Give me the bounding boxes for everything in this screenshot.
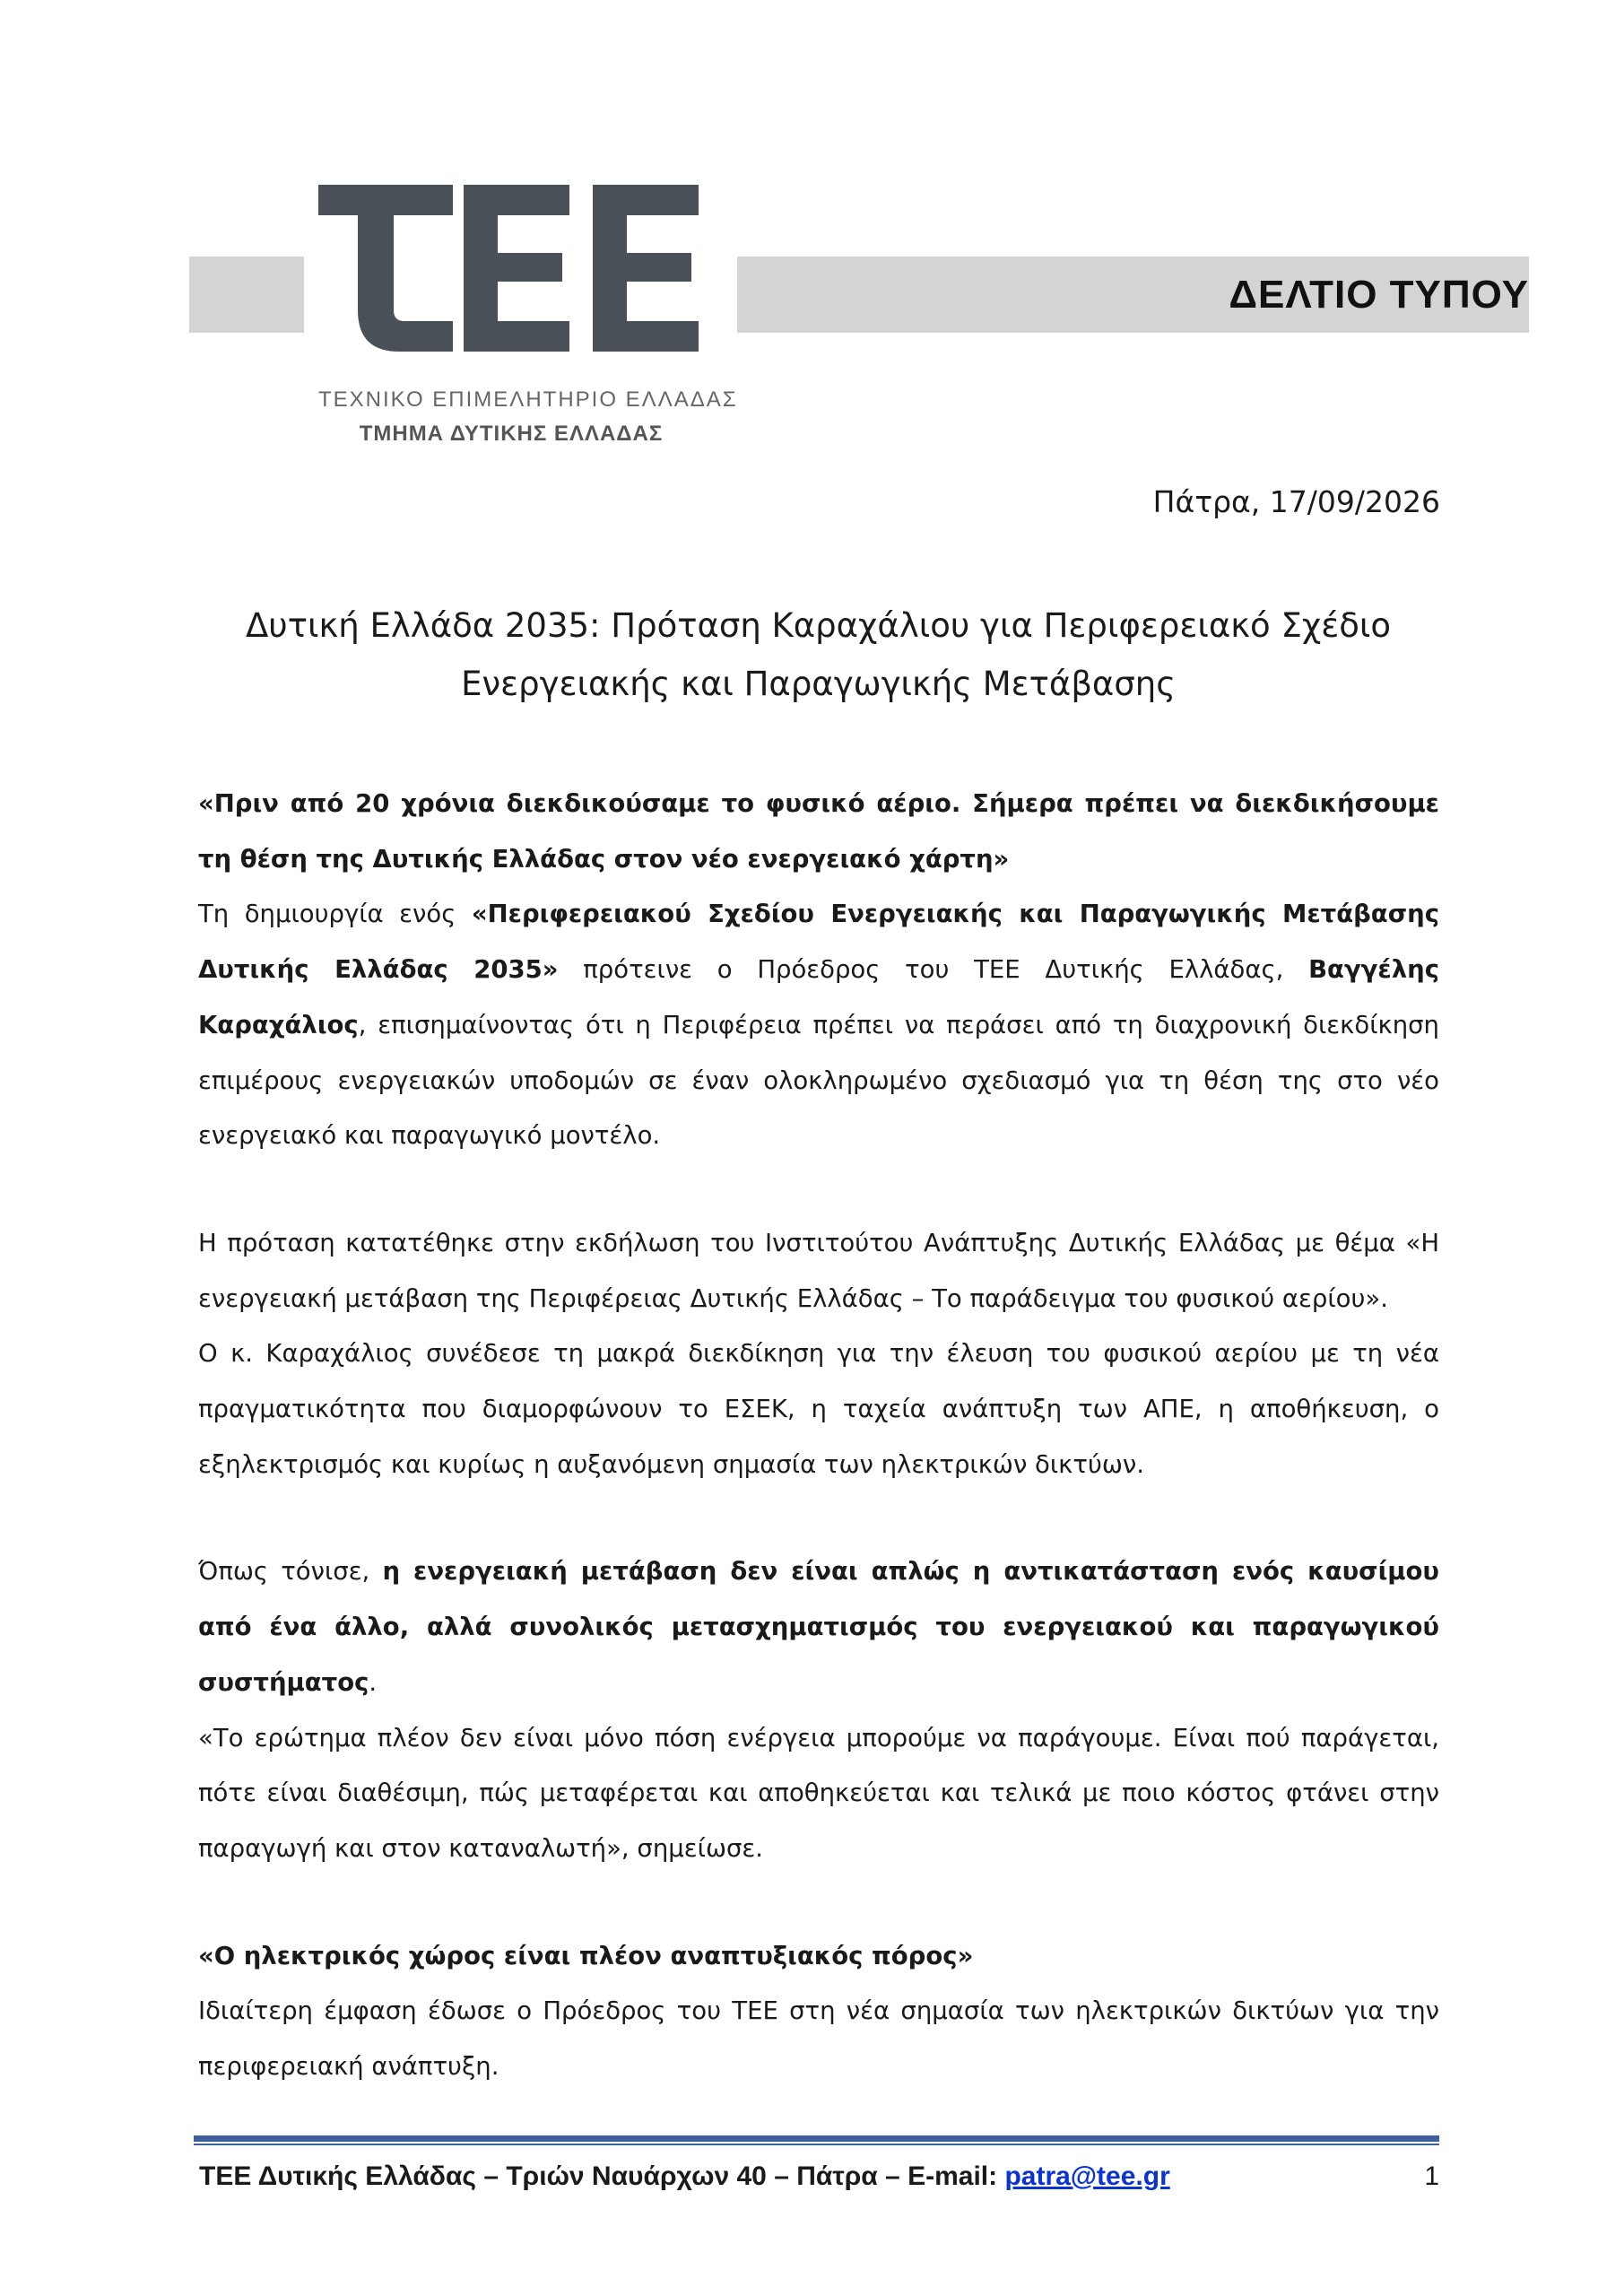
paragraph-gap (198, 1164, 1439, 1216)
p1-text-c: πρότεινε ο Πρόεδρος του ΤΕΕ Δυτικής Ελλάδας, (558, 955, 1309, 985)
paragraph-gap (198, 1492, 1439, 1544)
p1-plan-title: «Περιφερειακού Σχεδίου Ενεργειακής και Παραγωγικής Μετάβασης Δυτικής Ελλάδας 2035» (198, 900, 1439, 985)
tee-logo (318, 185, 704, 352)
press-release-title: ΔΕΛΤΙΟ ΤΥΠΟΥ (1229, 273, 1529, 317)
paragraph-3: Ο κ. Καραχάλιος συνέδεσε τη μακρά διεκδίκηση για την έλευση του φυσικού αερίου με τη νέα πραγματικότητα που διαμορφώνουν το ΕΣΕΚ, η ταχεία ανάπτυξη των ΑΠΕ, η αποθήκευση, ο εξηλεκτρισμός και κυρίως η αυξανόμενη σημασία των ηλεκτρικών δικτύων. (198, 1339, 1439, 1479)
footer-rule-thin (194, 2144, 1439, 2145)
article-body (198, 777, 1439, 2095)
footer-email-link[interactable]: patra@tee.gr (1004, 2161, 1170, 2191)
footer-address: ΤΕΕ Δυτικής Ελλάδας – Τριών Ναυάρχων 40 – Πάτρα – E-mail: (199, 2161, 1005, 2191)
logo-subtitle-department: ΤΜΗΜΑ ΔΥΤΙΚΗΣ ΕΛΛΑΔΑΣ (359, 422, 664, 446)
headline-line-1: Δυτική Ελλάδα 2035: Πρόταση Καραχάλιου για Περιφερειακό Σχέδιο (245, 606, 1391, 645)
paragraph-4 (198, 1544, 1439, 1710)
p1-president-name: Βαγγέλης Καραχάλιος (198, 955, 1439, 1039)
header-band-left (189, 257, 304, 333)
lead-quote-text: «Πριν από 20 χρόνια διεκδικούσαμε το φυσικό αέριο. Σήμερα πρέπει να διεκδικήσουμε τη θέση της Δυτικής Ελλάδας στον νέο ενεργειακό χάρτη» (198, 789, 1439, 874)
paragraph-6: Ιδιαίτερη έμφαση έδωσε ο Πρόεδρος του ΤΕΕ στη νέα σημασία των ηλεκτρικών δικτύων για την περιφερειακή ανάπτυξη. (198, 1996, 1439, 2082)
document-date: Πάτρα, 17/09/2026 (1152, 484, 1440, 519)
paragraph-5: «Το ερώτημα πλέον δεν είναι μόνο πόση ενέργεια μπορούμε να παράγουμε. Είναι πού παράγεται, πότε είναι διαθέσιμη, πώς μεταφέρεται και αποθηκεύεται και τελικά με ποιο κόστος φτάνει στην παραγωγή και στον καταναλωτή», σημείωσε. (198, 1723, 1439, 1863)
paragraph-1 (198, 887, 1439, 1164)
footer-contact (199, 2161, 1170, 2192)
paragraph-gap (198, 1877, 1439, 1929)
footer-rule (194, 2135, 1439, 2142)
p1-text-a: Τη δημιουργία ενός (198, 900, 472, 929)
headline-line-2: Ενεργειακής και Παραγωγικής Μετάβασης (461, 665, 1176, 703)
p4-text-a: Όπως τόνισε, (198, 1557, 383, 1587)
p4-emphasis: η ενεργειακή μετάβαση δεν είναι απλώς η αντικατάσταση ενός καυσίμου από ένα άλλο, αλλά συνολικός μετασχηματισμός του ενεργειακού και παραγωγικού συστήματος (198, 1557, 1440, 1697)
logo-subtitle-chamber: ΤΕΧΝΙΚΟ ΕΠΙΜΕΛΗΤΗΡΙΟ ΕΛΛΑΔΑΣ (318, 387, 738, 412)
headline (197, 596, 1439, 713)
subheading-text: «Ο ηλεκτρικός χώρος είναι πλέον αναπτυξιακός πόρος» (198, 1941, 974, 1970)
p4-text-c: . (369, 1667, 378, 1697)
page-number: 1 (1424, 2161, 1439, 2191)
lead-quote (198, 777, 1439, 887)
subheading (198, 1929, 1439, 1985)
paragraph-2: Η πρόταση κατατέθηκε στην εκδήλωση του Ινστιτούτου Ανάπτυξης Δυτικής Ελλάδας με θέμα «Η ενεργειακή μετάβαση της Περιφέρειας Δυτικής Ελλάδας – Το παράδειγμα του φυσικού αερίου». (198, 1228, 1439, 1313)
p1-text-e: , επισημαίνοντας ότι η Περιφέρεια πρέπει να περάσει από τη διαχρονική διεκδίκηση επιμέρους ενεργειακών υποδομών σε έναν ολοκληρωμένο σχεδιασμό για τη θέση της στο νέο ενεργειακό και παραγωγικό μοντέλο. (198, 1010, 1439, 1151)
